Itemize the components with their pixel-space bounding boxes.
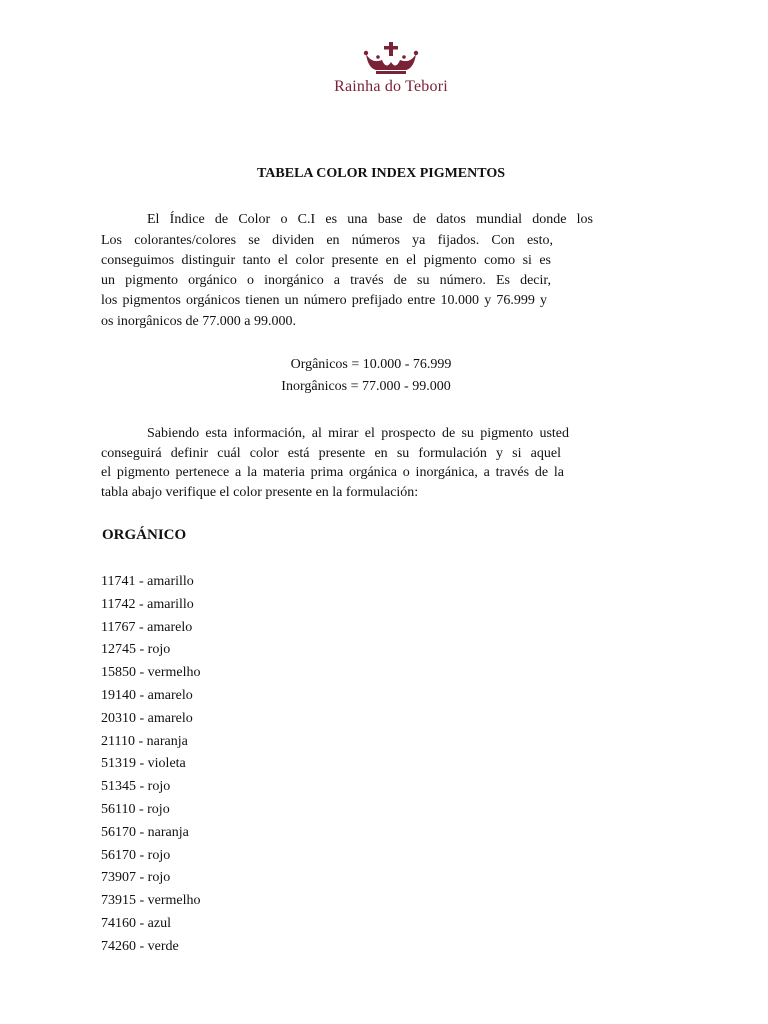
organic-range: Orgânicos = 10.000 - 76.999 xyxy=(290,357,452,372)
list-item: 19140 - amarelo xyxy=(101,687,193,703)
list-item: 74260 - verde xyxy=(101,938,179,954)
intro-line-3: conseguimos distinguir tanto el color presente en el pigmento como si es xyxy=(101,253,551,268)
organic-pigment-list xyxy=(101,573,201,961)
paragraph2-line-4: tabla abajo verifique el color presente en la formulación: xyxy=(101,485,419,500)
paragraph2-line-2: conseguirá definir cuál color está presente en su formulación y si aquel xyxy=(101,446,561,461)
list-item: 20310 - amarelo xyxy=(101,710,193,726)
list-item: 11742 - amarillo xyxy=(101,596,194,612)
intro-line-1: El Índice de Color o C.I es una base de datos mundial donde los xyxy=(147,212,593,227)
crown-with-cross-icon xyxy=(362,40,420,76)
list-item: 21110 - naranja xyxy=(101,733,188,749)
intro-line-4: un pigmento orgánico o inorgánico a través de su número. Es decir, xyxy=(101,273,551,288)
inorganic-range: Inorgânicos = 77.000 - 99.000 xyxy=(281,379,451,394)
list-item: 73907 - rojo xyxy=(101,870,171,886)
list-item: 11741 - amarillo xyxy=(101,574,194,589)
document-title: TABELA COLOR INDEX PIGMENTOS xyxy=(256,166,506,181)
list-item: 74160 - azul xyxy=(101,915,171,931)
intro-line-2: Los colorantes/colores se dividen en números ya fijados. Con esto, xyxy=(101,233,553,248)
list-item: 56170 - naranja xyxy=(101,824,189,840)
list-item: 56170 - rojo xyxy=(101,847,171,863)
paragraph2-line-1: Sabiendo esta información, al mirar el prospecto de su pigmento usted xyxy=(147,426,569,441)
intro-line-5: los pigmentos orgánicos tienen un número prefijado entre 10.000 y 76.999 y xyxy=(101,293,547,308)
paragraph2-line-3: el pigmento pertenece a la materia prima orgánica o inorgánica, a través de la xyxy=(101,465,564,480)
list-item: 73915 - vermelho xyxy=(101,893,201,909)
list-item: 12745 - rojo xyxy=(101,642,171,658)
list-item: 56110 - rojo xyxy=(101,801,170,817)
section-heading-organic: ORGÁNICO xyxy=(102,527,187,543)
brand-logo xyxy=(330,40,452,96)
brand-name: Rainha do Tebori xyxy=(334,78,448,95)
list-item: 51319 - violeta xyxy=(101,756,186,772)
intro-line-6: os inorgânicos de 77.000 a 99.000. xyxy=(101,314,296,329)
list-item: 51345 - rojo xyxy=(101,779,171,795)
list-item: 11767 - amarelo xyxy=(101,619,193,635)
list-item: 15850 - vermelho xyxy=(101,665,201,681)
